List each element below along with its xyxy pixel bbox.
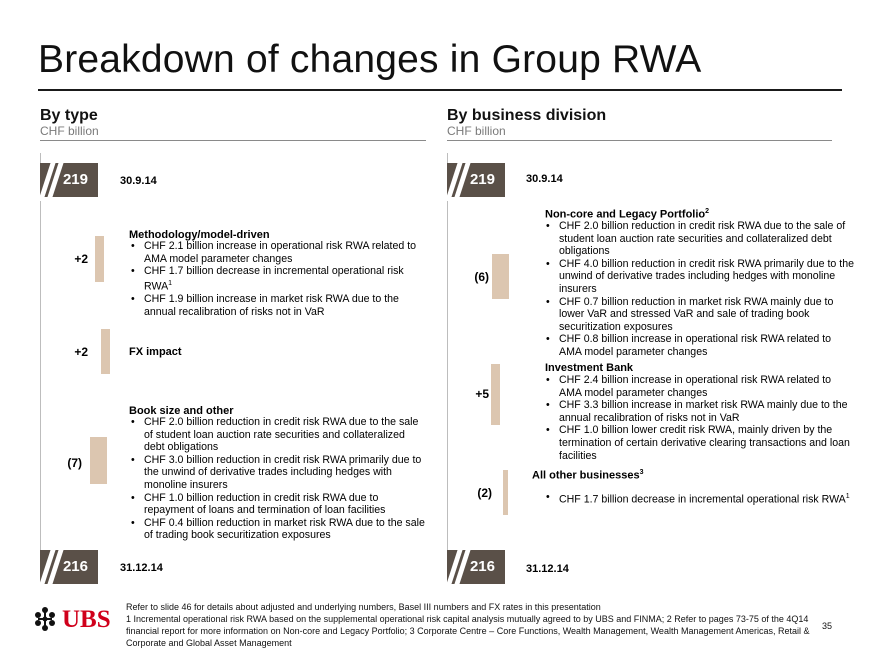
left-end-date: 31.12.14 [120, 562, 163, 574]
list-item: • CHF 3.0 billion reduction in credit risk RWA primarily due to the unwind of derivative trades including hedges with monoline insurers [144, 454, 428, 492]
list-item: • CHF 0.7 billion reduction in market risk RWA mainly due to lower VaR and stressed VaR and sale of trading book securitization exposures [559, 296, 855, 334]
left-bar-fx [101, 329, 110, 374]
left-start-date: 30.9.14 [120, 175, 157, 187]
right-bullets-other [545, 491, 865, 506]
title-divider [38, 89, 842, 91]
right-heading-noncore: Non-core and Legacy Portfolio$^2$ [545, 208, 710, 221]
list-item: • CHF 4.0 billion reduction in credit risk RWA primarily due to the unwind of derivative trades including hedges with monoline insurers [559, 258, 855, 296]
left-start-badge: 219 [40, 163, 98, 197]
left-column-rule [40, 140, 426, 141]
left-heading-methodology: Methodology/model-driven [129, 229, 270, 241]
right-delta-noncore: (6) [474, 270, 489, 284]
right-bar-other [503, 470, 508, 515]
right-delta-investment-bank: +5 [475, 387, 489, 401]
right-start-date: 30.9.14 [526, 173, 563, 185]
right-delta-other: (2) [477, 486, 492, 500]
left-bullets-book-size [130, 416, 428, 542]
left-end-badge: 216 [40, 550, 98, 584]
footnote-line: 1 Incremental operational risk RWA based on the supplemental operational risk capital analysis mutually agreed to by UBS and FINMA; 2 Refer to pages 73-75 of the 4Q14 financial report for more information on Non-core and Legacy Portfolio; 3 Corporate Centre – Core Functions, Wealth Management, Wealth Management Americas, Retail & Corporate and Global Asset Management [126, 614, 810, 648]
list-item: • CHF 1.7 billion decrease in incremental operational risk RWA$^1$ [144, 265, 428, 293]
list-item: • CHF 2.1 billion increase in operational risk RWA related to AMA model parameter changes [144, 240, 428, 265]
ubs-keys-icon [30, 604, 60, 634]
left-heading-book-size: Book size and other [129, 405, 234, 417]
right-column-title: By business division [447, 107, 607, 124]
right-start-badge: 219 [447, 163, 505, 197]
list-item: • CHF 1.9 billion increase in market risk RWA due to the annual recalibration of risks not in VaR [144, 293, 428, 318]
right-heading-other: All other businesses$^3$ [532, 469, 644, 482]
page-title: Breakdown of changes in Group RWA [38, 38, 702, 81]
list-item: • CHF 2.4 billion increase in operational risk RWA related to AMA model parameter changes [559, 374, 855, 399]
page-number: 35 [822, 621, 833, 631]
left-bar-methodology [95, 236, 104, 282]
left-delta-fx: +2 [74, 345, 88, 359]
right-bullets-investment-bank [545, 374, 855, 462]
left-column-title: By type [40, 107, 98, 124]
left-bullets-methodology [130, 240, 428, 318]
list-item: • CHF 1.0 billion lower credit risk RWA, mainly driven by the termination of certain derivative clearing transactions and loan facilities [559, 424, 855, 462]
footnote-line: Refer to slide 46 for details about adjusted and underlying numbers, Basel III numbers and FX rates in this presentation [126, 602, 601, 612]
list-item: • CHF 1.0 billion reduction in credit risk RWA due to repayment of loans and termination of loan facilities [144, 492, 428, 517]
left-delta-book-size: (7) [67, 456, 82, 470]
left-heading-fx: FX impact [129, 346, 182, 358]
list-item: • CHF 2.0 billion reduction in credit risk RWA due to the sale of student loan auction rate securities and collateralized debt obligations [559, 220, 855, 258]
right-end-badge: 216 [447, 550, 505, 584]
left-column-unit: CHF billion [40, 124, 99, 138]
right-bar-investment-bank [491, 364, 500, 425]
footnotes [126, 601, 816, 649]
right-end-date: 31.12.14 [526, 563, 569, 575]
right-axis-line [447, 153, 448, 581]
list-item: • CHF 0.8 billion increase in operational risk RWA related to AMA model parameter changes [559, 333, 855, 358]
left-axis-line [40, 153, 41, 581]
list-item: • CHF 2.0 billion reduction in credit risk RWA due to the sale of student loan auction rate securities and collateralized debt obligations [144, 416, 428, 454]
right-column-rule [447, 140, 832, 141]
right-heading-investment-bank: Investment Bank [545, 362, 634, 374]
right-bullets-noncore [545, 220, 855, 359]
left-bar-book-size [90, 437, 107, 484]
ubs-logo: UBS [62, 606, 111, 633]
left-delta-methodology: +2 [74, 252, 88, 266]
list-item: • CHF 0.4 billion reduction in market risk RWA due to the sale of trading book securitization exposures [144, 517, 428, 542]
right-column-unit: CHF billion [447, 124, 506, 138]
list-item: • CHF 1.7 billion decrease in incremental operational risk RWA$^1$ [559, 491, 865, 506]
list-item: • CHF 3.3 billion increase in market risk RWA mainly due to the annual recalibration of risks not in VaR [559, 399, 855, 424]
right-bar-noncore [492, 254, 509, 299]
